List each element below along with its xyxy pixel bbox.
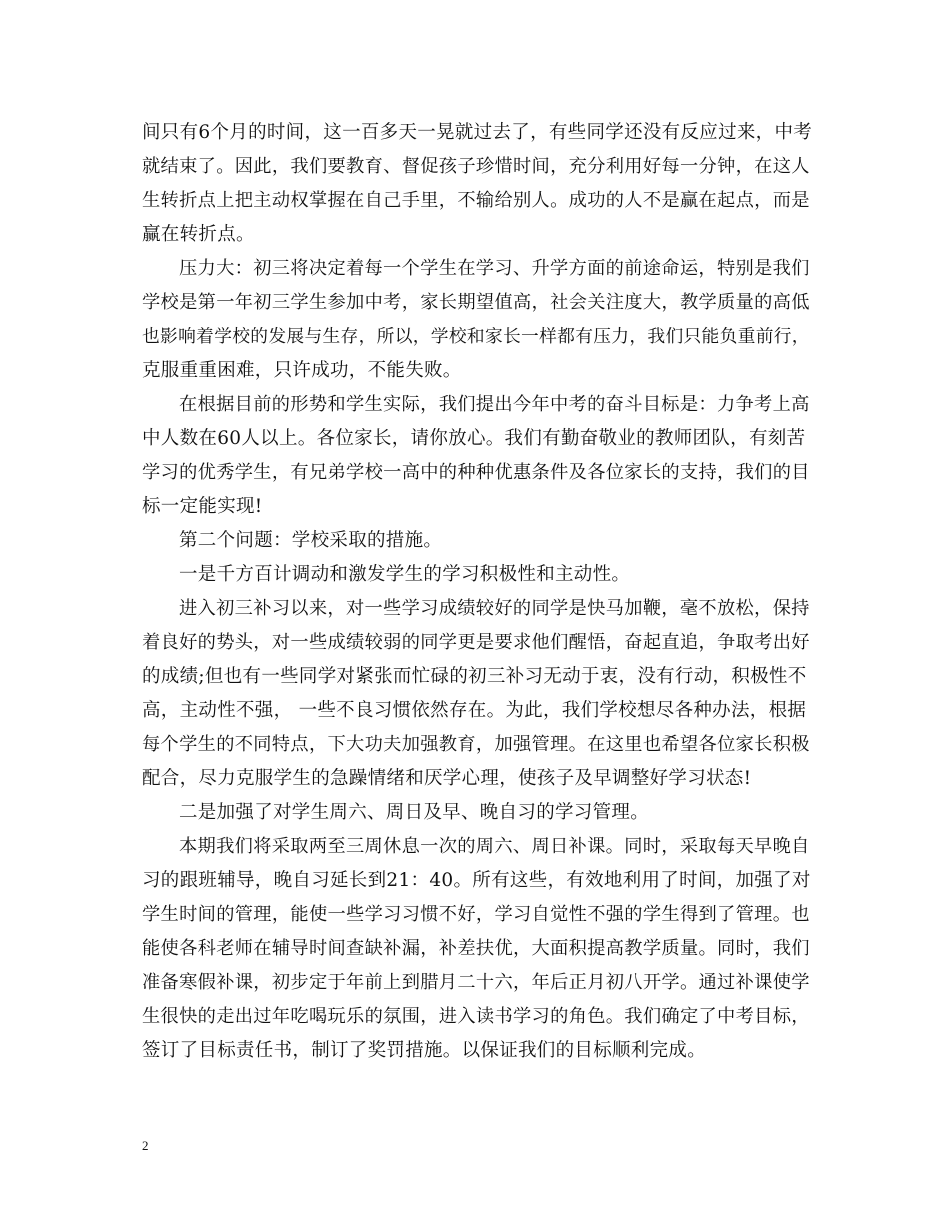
text-line: 第二个问题：学校采取的措施。 xyxy=(179,530,443,551)
text-line: 学校是第一年初三学生参加中考，家长期望值高，社会关注度大，教学质量的高低 xyxy=(142,292,810,313)
text-line: 习的跟班辅导，晚自习延长到21：40。所有这些，有效地利用了时间，加强了对 xyxy=(142,870,811,891)
text-line: 在根据目前的形势和学生实际，我们提出今年中考的奋斗目标是：力争考上高 xyxy=(179,394,810,415)
text-line: 一是千方百计调动和激发学生的学习积极性和主动性。 xyxy=(179,564,631,585)
text-line: 学生时间的管理，能使一些学习习惯不好，学习自觉性不强的学生得到了管理。也 xyxy=(142,904,810,925)
text-line: 高，主动性不强， 一些不良习惯依然存在。为此，我们学校想尽各种办法，根据 xyxy=(142,700,807,721)
text-line: 学习的优秀学生，有兄弟学校一高中的种种优惠条件及各位家长的支持，我们的目 xyxy=(142,462,810,483)
text-line: 赢在转折点。 xyxy=(142,224,255,245)
text-line: 的成绩;但也有一些同学对紧张而忙碌的初三补习无动于衷，没有行动，积极性不 xyxy=(142,666,807,687)
text-line: 也影响着学校的发展与生存，所以，学校和家长一样都有压力，我们只能负重前行， xyxy=(142,327,810,347)
text-line: 中人数在60人以上。各位家长，请你放心。我们有勤奋敬业的教师团队，有刻苦 xyxy=(142,428,806,449)
text-line: 克服重重困难，只许成功，不能失败。 xyxy=(142,360,462,381)
text-line: 着良好的势头，对一些成绩较弱的同学更是要求他们醒悟，奋起直追，争取考出好 xyxy=(142,632,810,653)
text-line: 进入初三补习以来，对一些学习成绩较好的同学是快马加鞭，毫不放松，保持 xyxy=(179,598,810,619)
page-number: 2 xyxy=(142,1138,149,1153)
text-line: 准备寒假补课，初步定于年前上到腊月二十六，年后正月初八开学。通过补课使学 xyxy=(142,972,810,993)
text-line: 配合，尽力克服学生的急躁情绪和厌学心理，使孩子及早调整好学习状态! xyxy=(142,768,752,789)
text-line: 标一定能实现! xyxy=(142,496,263,517)
text-line: 压力大：初三将决定着每一个学生在学习、升学方面的前途命运，特别是我们 xyxy=(179,258,810,279)
text-line: 签订了目标责任书，制订了奖罚措施。以保证我们的目标顺利完成。 xyxy=(142,1040,707,1061)
text-line: 间只有6个月的时间，这一百多天一晃就过去了，有些同学还没有反应过来，中考 xyxy=(142,122,813,143)
document-body xyxy=(142,116,812,1068)
text-line: 生转折点上把主动权掌握在自己手里，不输给别人。成功的人不是赢在起点，而是 xyxy=(142,190,810,211)
text-line: 二是加强了对学生周六、周日及早、晚自习的学习管理。 xyxy=(179,802,650,823)
text-line: 就结束了。因此，我们要教育、督促孩子珍惜时间，充分利用好每一分钟，在这人 xyxy=(142,156,810,177)
text-line: 每个学生的不同特点，下大功夫加强教育，加强管理。在这里也希望各位家长积极 xyxy=(142,734,810,755)
text-line: 生很快的走出过年吃喝玩乐的氛围，进入读书学习的角色。我们确定了中考目标， xyxy=(142,1006,810,1027)
text-line: 本期我们将采取两至三周休息一次的周六、周日补课。同时，采取每天早晚自 xyxy=(179,836,810,857)
text-line: 能使各科老师在辅导时间查缺补漏，补差扶优，大面积提高教学质量。同时，我们 xyxy=(142,938,810,959)
